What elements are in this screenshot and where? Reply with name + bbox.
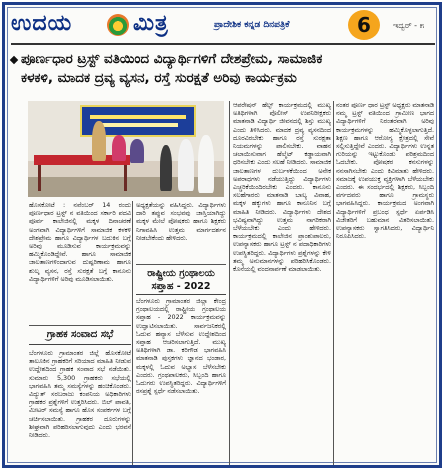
library-week-heading-line-2: ಸಪ್ತಾಹ - 2022 [151, 281, 211, 292]
bullet-icon [10, 55, 18, 63]
masthead-title-left: ಉದಯ [11, 11, 73, 36]
article-column-1: ಹೊಸಕೋಟೆ : ನವೆಂಬರ್ 14 ರಂದು ಪೂರ್ಣಧಾರ ಟ್ರಸ್ಟ್ ನ ವತಿಯಿಂದ ಸರ್ಕಾರಿ ಪದವಿ ಪೂರ್ವ ಕಾಲೇಜಿನಲ್ಲಿ ಮಕ್ಕಳ ದಿನಾಚರಣೆ ಅಂಗವಾಗಿ ವಿದ್ಯಾರ್ಥಿಗಳಿಗೆ ಸಾಮಾಜಿಕ ಕಳಕಳಿ ದೇಶಪ್ರೇಮ ಹಾಗೂ ವಿದ್ಯಾರ್ಥಿಗಳ ಬದುಕಿನ ಬಗ್ಗೆ ಅರಿವು ಮೂಡಿಸುವ ಕಾರ್ಯಕ್ರಮವನ್ನು ಹಮ್ಮಿಕೊಂಡಿದ್ದೇವೆ. ಹಾಗೂ ಸಾಮಾಜಿಕ ಜಾಲತಾಣಗಳಿಂದಾಗುವ ದುಷ್ಪರಿಣಾಮ ಹಾಗೂ ಶುಲ್ಕ ವ್ಯಸನ, ರಸ್ತೆ ಸುರಕ್ಷತೆ ಬಗ್ಗೆ ಕಾನೂನು ವಿದ್ಯಾರ್ಥಿಗಳಿಗೆ ಅರಿವು ಮೂಡಿಸಲಾಯಿತು. [29, 201, 131, 283]
masthead-rule [11, 43, 435, 45]
newspaper-page [2, 2, 442, 468]
headline-line-2: ಕಳಕಳಿ, ಮಾದಕ ದ್ರವ್ಯ ವ್ಯಸನ, ರಸ್ತೆ ಸುರಕ್ಷತೆ ಅರಿವು ಕಾರ್ಯಕ್ರಮ [21, 70, 297, 86]
heading-underline [29, 344, 131, 345]
column-divider [333, 101, 334, 465]
article-column-2: ಅಧ್ಯಕ್ಷತೆಯನ್ನು ವಹಿಸಿದ್ದರು. ವಿದ್ಯಾರ್ಥಿಗಳು ದಾರಿ ತಪ್ಪುವ ಸಂಭವವು ಜಾಸ್ತಿಯಾಗಿದ್ದು ಮಕ್ಕಳ ಮೇಲೆ ಪೋಷಕರು ಹಾಗೂ ಶಿಕ್ಷಕರು ನಿಗಾವಹಿಸಿ ಉತ್ತಮ ಮಾರ್ಗದರ್ಶನ ನೀಡಬೇಕೆಂದು ಹೇಳಿದರು. [136, 201, 226, 242]
headline [11, 50, 437, 88]
masthead-logo-icon [107, 14, 129, 36]
photo-person [130, 139, 144, 163]
masthead-subtitle: ಪ್ರಾದೇಶಿಕ ಕನ್ನಡ ದಿನಪತ್ರಿಕೆ [214, 20, 290, 30]
section-divider [136, 264, 226, 265]
column-divider [229, 101, 230, 465]
consumer-meeting-article: ಬೆಂಗಳೂರು ಗ್ರಾಮಾಂತರ ಜಿಲ್ಲೆ ಹೊಸಕೋಟೆ ತಾಲೂಕಿನ ಗ್ರಾಹಕರಿಗೆ ಸರಿಯಾದ ಮಾಹಿತಿ ನೀಡುವ ಉದ್ದೇಶದಿಂದ ಗ್ರಾಹಕ ಸಂವಾದ ಸಭೆ ನಡೆಯಿತು. ಸುಮಾರು 5,300 ಗ್ರಾಹಕರು ಸಭೆಯಲ್ಲಿ ಭಾಗವಹಿಸಿ ತಮ್ಮ ಸಮಸ್ಯೆಗಳನ್ನು ಹಂಚಿಕೊಂಡರು. ವಿದ್ಯುತ್ ಸರಬರಾಜು ಕಂಪನಿಯ ಅಧಿಕಾರಿಗಳು ಗ್ರಾಹಕರ ಪ್ರಶ್ನೆಗಳಿಗೆ ಉತ್ತರಿಸಿದರು. ಬಿಲ್ ಪಾವತಿ, ಮೀಟರ್ ಸಮಸ್ಯೆ ಹಾಗೂ ಹೊಸ ಸಂಪರ್ಕಗಳ ಬಗ್ಗೆ ಚರ್ಚಿಸಲಾಯಿತು. ಗ್ರಾಹಕರ ದೂರುಗಳನ್ನು ಶೀಘ್ರವಾಗಿ ಪರಿಹರಿಸಲಾಗುವುದು ಎಂದು ಭರವಸೆ ನೀಡಿದರು. [29, 349, 131, 440]
section-divider [29, 325, 131, 326]
masthead [11, 8, 435, 44]
article-column-3: ಆಪರೇಷನ್ ಹೆಲ್ಪ್ ಕಾರ್ಯಕ್ರಮದಲ್ಲಿ ಮುಖ್ಯ ಅತಿಥಿಗಳಾಗಿ ಪೊಲೀಸ್ ಉಪನಿರೀಕ್ಷಕರು ಮಾತನಾಡಿ ವಿದ್ಯಾರ್ಥಿ ಜೀವನದಲ್ಲಿ ಶಿಸ್ತು ಮುಖ್ಯ ಎಂದು ತಿಳಿಸಿದರು. ಮಾದಕ ದ್ರವ್ಯ ವ್ಯಸನದಿಂದ ದೂರವಿರಬೇಕು ಹಾಗೂ ರಸ್ತೆ ಸುರಕ್ಷತಾ ನಿಯಮಗಳನ್ನು ಪಾಲಿಸಬೇಕು. ವಾಹನ ಚಲಾಯಿಸುವಾಗ ಹೆಲ್ಮೆಟ್ ಕಡ್ಡಾಯವಾಗಿ ಧರಿಸಬೇಕು ಎಂದು ಸಲಹೆ ನೀಡಿದರು. ಸಾಮಾಜಿಕ ಜಾಲತಾಣಗಳ ದುರ್ಬಳಕೆಯಿಂದ ಅನೇಕ ಅಪರಾಧಗಳು ನಡೆಯುತ್ತಿದ್ದು ವಿದ್ಯಾರ್ಥಿಗಳು ಎಚ್ಚರಿಕೆಯಿಂದಿರಬೇಕು ಎಂದರು. ಕಾನೂನು ಸಲಹೆಗಾರರು ಮಾತನಾಡಿ ಬಾಲ್ಯ ವಿವಾಹ, ಮಕ್ಕಳ ಹಕ್ಕುಗಳು ಹಾಗೂ ಕಾನೂನಿನ ಬಗ್ಗೆ ಮಾಹಿತಿ ನೀಡಿದರು. ವಿದ್ಯಾರ್ಥಿಗಳು ದೇಶದ ಭವಿಷ್ಯವಾಗಿದ್ದು ಉತ್ತಮ ನಾಗರಿಕರಾಗಿ ಬೆಳೆಯಬೇಕು ಎಂದು ಹೇಳಿದರು. ಕಾರ್ಯಕ್ರಮದಲ್ಲಿ ಕಾಲೇಜಿನ ಪ್ರಾಂಶುಪಾಲರು, ಉಪನ್ಯಾಸಕರು ಹಾಗೂ ಟ್ರಸ್ಟ್ ನ ಪದಾಧಿಕಾರಿಗಳು ಉಪಸ್ಥಿತರಿದ್ದರು. ವಿದ್ಯಾರ್ಥಿಗಳು ಪ್ರಶ್ನೆಗಳನ್ನು ಕೇಳಿ ತಮ್ಮ ಅನುಮಾನಗಳನ್ನು ಪರಿಹರಿಸಿಕೊಂಡರು. ಕೊನೆಯಲ್ಲಿ ವಂದನಾರ್ಪಣೆ ಮಾಡಲಾಯಿತು. [233, 101, 331, 274]
column-divider [132, 201, 133, 465]
library-week-article: ಬೆಂಗಳೂರು ಗ್ರಾಮಾಂತರ ಜಿಲ್ಲಾ ಕೇಂದ್ರ ಗ್ರಂಥಾಲಯದಲ್ಲಿ ರಾಷ್ಟ್ರೀಯ ಗ್ರಂಥಾಲಯ ಸಪ್ತಾಹ - 2022 ಕಾರ್ಯಕ್ರಮವನ್ನು ಉದ್ಘಾಟಿಸಲಾಯಿತು. ಸಾರ್ವಜನಿಕರಲ್ಲಿ ಓದುವ ಹವ್ಯಾಸ ಬೆಳೆಸುವ ಉದ್ದೇಶದಿಂದ ಸಪ್ತಾಹ ಆಚರಿಸಲಾಗುತ್ತಿದೆ. ಮುಖ್ಯ ಅತಿಥಿಗಳಾಗಿ ಡಾ. ಕರಿಗೌಡ ಭಾಗವಹಿಸಿ ಮಾತನಾಡಿ ಪುಸ್ತಕಗಳು ಜ್ಞಾನದ ಭಂಡಾರ, ಮಕ್ಕಳಲ್ಲಿ ಓದುವ ಅಭ್ಯಾಸ ಬೆಳೆಸಬೇಕು ಎಂದರು. ಗ್ರಂಥಪಾಲಕರು, ಸಿಬ್ಬಂದಿ ಹಾಗೂ ಓದುಗರು ಉಪಸ್ಥಿತರಿದ್ದರು. ವಿದ್ಯಾರ್ಥಿಗಳಿಗೆ ರಸಪ್ರಶ್ನೆ ಸ್ಪರ್ಧೆ ನಡೆಸಲಾಯಿತು. [136, 297, 226, 396]
consumer-meeting-heading: ಗ್ರಾಹಕ ಸಂವಾದ ಸಭೆ [46, 329, 114, 340]
masthead-title-right: ಮಿತ್ರ [133, 11, 169, 36]
page-number-badge: 6 [348, 10, 380, 40]
library-week-heading-line-1: ರಾಷ್ಟ್ರೀಯ ಗ್ರಂಥಾಲಯ [147, 268, 215, 279]
photo-person [112, 135, 126, 161]
photo-person [160, 145, 172, 191]
photo-person [92, 121, 106, 161]
heading-underline [136, 294, 226, 295]
article-column-4: ನಂತರ ಪೂರ್ಣ ಧಾರ ಟ್ರಸ್ಟ್ ಅಧ್ಯಕ್ಷರು ಮಾತನಾಡಿ ನಮ್ಮ ಟ್ರಸ್ಟ್ ವತಿಯಿಂದ ಗ್ರಾಮೀಣ ಭಾಗದ ವಿದ್ಯಾರ್ಥಿಗಳಿಗೆ ನಿರಂತರವಾಗಿ ಅರಿವು ಕಾರ್ಯಕ್ರಮಗಳನ್ನು ಹಮ್ಮಿಕೊಳ್ಳಲಾಗುತ್ತಿದೆ. ಶಿಕ್ಷಣ ಹಾಗೂ ಆರೋಗ್ಯ ಕ್ಷೇತ್ರದಲ್ಲಿ ಸೇವೆ ಸಲ್ಲಿಸುತ್ತಿದ್ದೇವೆ ಎಂದರು. ವಿದ್ಯಾರ್ಥಿಗಳು ಉನ್ನತ ಗುರಿಯನ್ನು ಇಟ್ಟುಕೊಂಡು ಪರಿಶ್ರಮದಿಂದ ಓದಬೇಕು. ಪೋಷಕರ ಕನಸುಗಳನ್ನು ನನಸಾಗಿಸಬೇಕು ಎಂದು ಕಿವಿಮಾತು ಹೇಳಿದರು. ಸಮಾಜಕ್ಕೆ ಉಪಯುಕ್ತ ವ್ಯಕ್ತಿಗಳಾಗಿ ಬೆಳೆಯಬೇಕು ಎಂದರು. ಈ ಸಂದರ್ಭದಲ್ಲಿ ಶಿಕ್ಷಕರು, ಸಿಬ್ಬಂದಿ ವರ್ಗದವರು ಹಾಗೂ ಗ್ರಾಮಸ್ಥರು ಭಾಗವಹಿಸಿದ್ದರು. ಕಾರ್ಯಕ್ರಮದ ಅಂಗವಾಗಿ ವಿದ್ಯಾರ್ಥಿಗಳಿಗೆ ಪ್ರಬಂಧ ಸ್ಪರ್ಧೆ ಏರ್ಪಡಿಸಿ ವಿಜೇತರಿಗೆ ಬಹುಮಾನ ವಿತರಿಸಲಾಯಿತು. ಉಪನ್ಯಾಸಕರು ಸ್ವಾಗತಿಸಿದರು, ವಿದ್ಯಾರ್ಥಿನಿ ನಿರೂಪಿಸಿದರು. [336, 101, 434, 241]
headline-line-1: ಪೂರ್ಣಧಾರ ಟ್ರಸ್ಟ್ ವತಿಯಿಂದ ವಿದ್ಯಾರ್ಥಿಗಳಿಗೆ ದೇಶಪ್ರೇಮ, ಸಾಮಾಜಿಕ [21, 51, 323, 67]
photo-person [198, 135, 214, 193]
photo-person [178, 139, 194, 191]
library-week-heading [136, 267, 226, 293]
news-photo [28, 101, 224, 197]
masthead-date: ಇದ್ವರ್ - ೫ [393, 21, 425, 30]
